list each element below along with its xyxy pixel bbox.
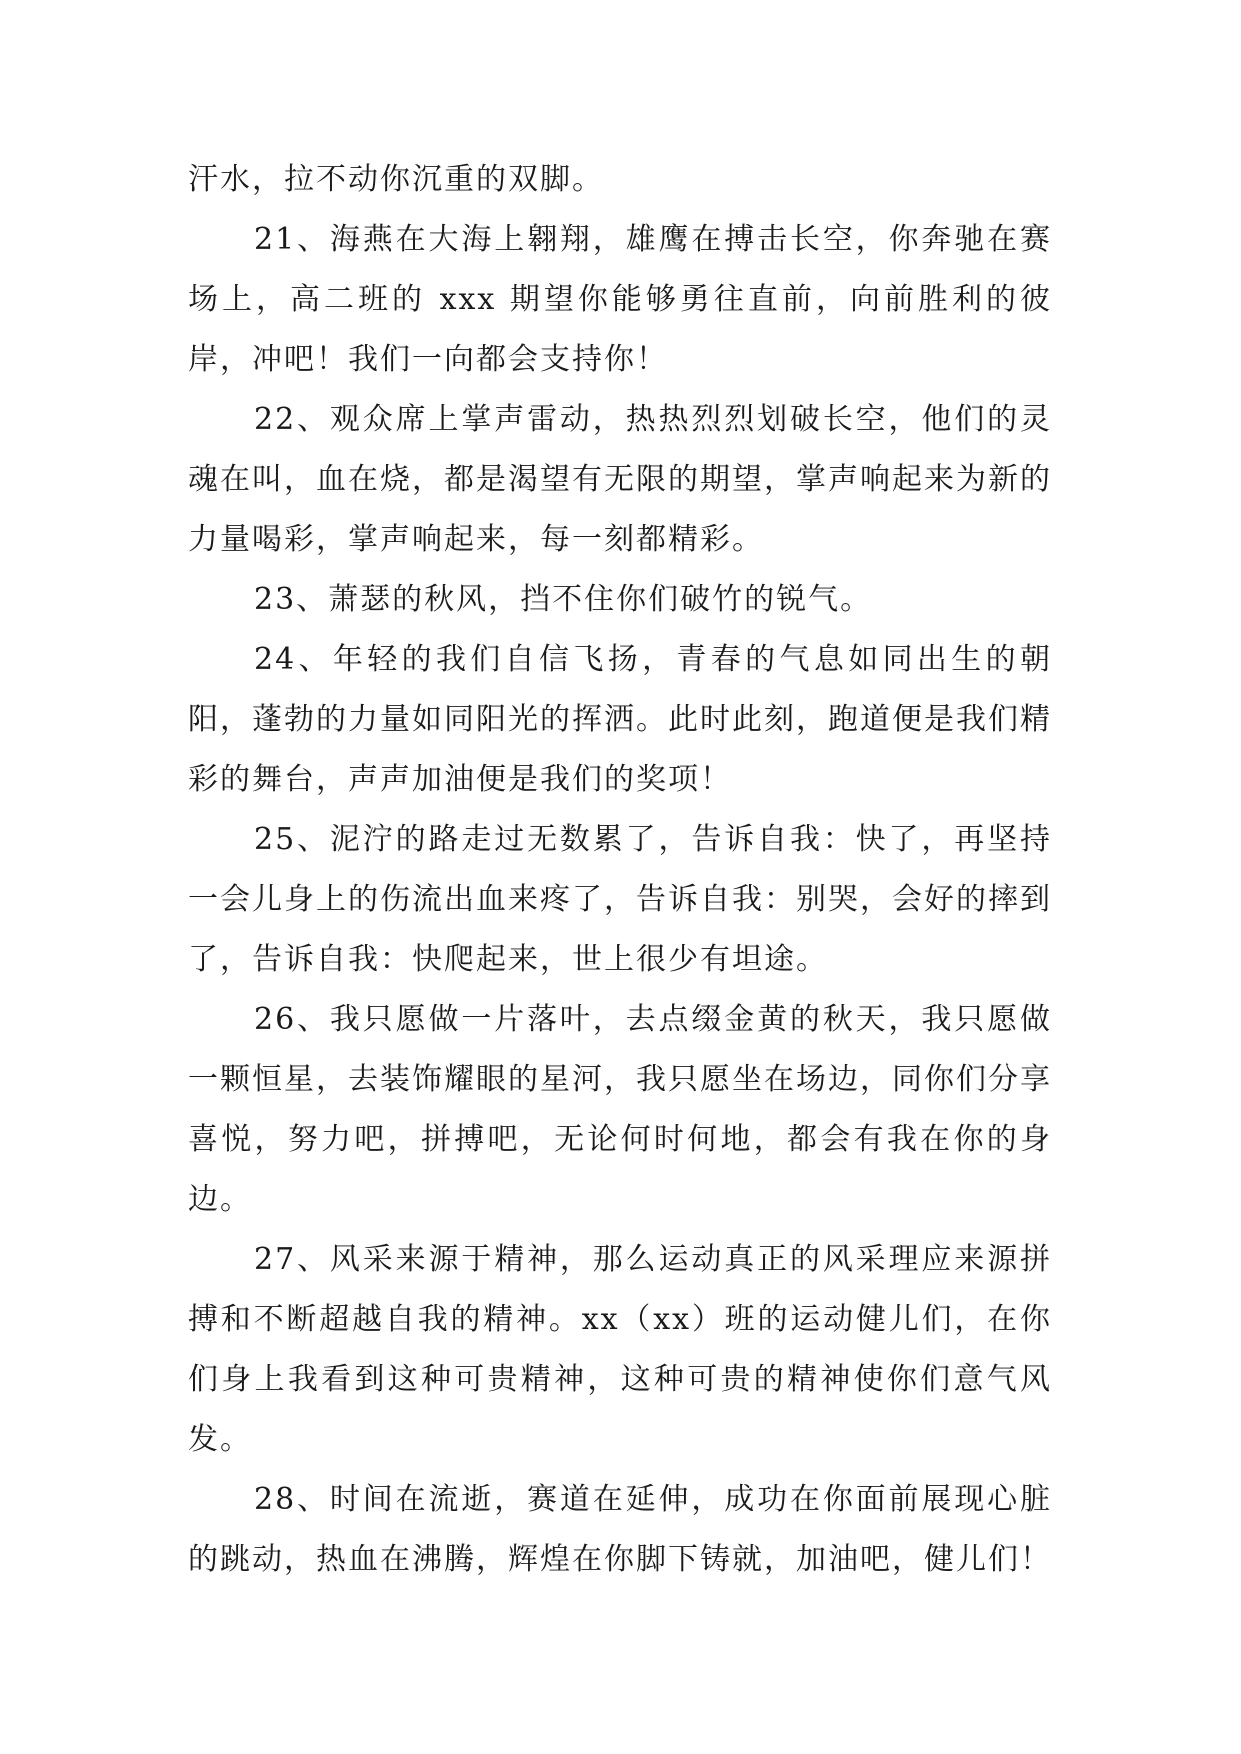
- paragraph-24: 24、年轻的我们自信飞扬，青春的气息如同出生的朝阳，蓬勃的力量如同阳光的挥洒。此时此刻，跑道便是我们精彩的舞台，声声加油便是我们的奖项！: [188, 642, 1052, 797]
- paragraph-25: 25、泥泞的路走过无数累了，告诉自我：快了，再坚持一会儿身上的伤流出血来疼了，告诉自我：别哭，会好的摔到了，告诉自我：快爬起来，世上很少有坦途。: [188, 822, 1052, 977]
- paragraph-continuation: 汗水，拉不动你沉重的双脚。: [188, 162, 604, 197]
- paragraph-26: 26、我只愿做一片落叶，去点缀金黄的秋天，我只愿做一颗恒星，去装饰耀眼的星河，我只愿坐在场边，同你们分享喜悦，努力吧，拼搏吧，无论何时何地，都会有我在你的身边。: [188, 1002, 1052, 1217]
- paragraph-22: 22、观众席上掌声雷动，热热烈烈划破长空，他们的灵魂在叫，血在烧，都是渴望有无限的期望，掌声响起来为新的力量喝彩，掌声响起来，每一刻都精彩。: [188, 402, 1052, 557]
- paragraph-21: 21、海燕在大海上翱翔，雄鹰在搏击长空，你奔驰在赛场上，高二班的 xxx 期望你能够勇往直前，向前胜利的彼岸，冲吧！我们一向都会支持你！: [188, 222, 1052, 377]
- paragraph-23: 23、萧瑟的秋风，挡不住你们破竹的锐气。: [254, 582, 873, 617]
- paragraph-28: 28、时间在流逝，赛道在延伸，成功在你面前展现心脏的跳动，热血在沸腾，辉煌在你脚下铸就，加油吧，健儿们！: [188, 1482, 1052, 1577]
- paragraph-27: 27、风采来源于精神，那么运动真正的风采理应来源拼搏和不断超越自我的精神。xx（xx）班的运动健儿们，在你们身上我看到这种可贵精神，这种可贵的精神使你们意气风发。: [188, 1242, 1052, 1457]
- document-body: [188, 150, 1052, 1590]
